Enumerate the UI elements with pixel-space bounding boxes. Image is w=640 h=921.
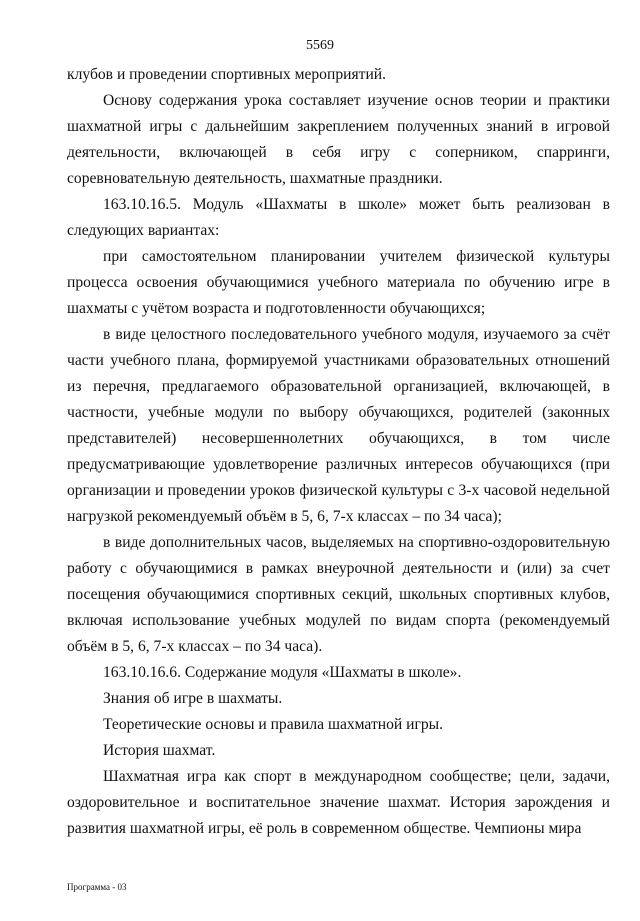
paragraph-variant-3: в виде дополнительных часов, выделяемых на спортивно-оздоровительную работу с обучающимися в рамках внеурочной деятельности и (или) за счет посещения обучающимися спортивных секций, школьных спортивных клубов, включая использование учебных модулей по видам спорта (рекомендуемый объём в 5, 6, 7-х классах – по 34 часа). xyxy=(67,534,610,655)
paragraph-lesson-content: Основу содержания урока составляет изучение основ теории и практики шахматной игры с дальнейшим закреплением полученных знаний в игровой деятельности, включающей в себя игру с соперником, спарринги, соревновательную деятельность, шахматные праздники. xyxy=(67,92,610,187)
paragraph-variant-1: при самостоятельном планировании учителем физической культуры процесса освоения обучающимися учебного материала по обучению игре в шахматы с учётом возраста и подготовленности обучающихся; xyxy=(67,248,610,317)
paragraph-history-heading: История шахмат. xyxy=(103,742,216,759)
document-body xyxy=(67,62,610,842)
footer-label: Программа - 03 xyxy=(67,882,127,892)
paragraph-continuation: клубов и проведении спортивных мероприятий. xyxy=(67,66,387,83)
paragraph-section-16-5: 163.10.16.5. Модуль «Шахматы в школе» может быть реализован в следующих вариантах: xyxy=(67,196,610,239)
paragraph-section-16-6: 163.10.16.6. Содержание модуля «Шахматы в школе». xyxy=(103,664,462,681)
page-number: 5569 xyxy=(306,38,334,53)
paragraph-knowledge-heading: Знания об игре в шахматы. xyxy=(103,690,283,707)
paragraph-variant-2: в виде целостного последовательного учебного модуля, изучаемого за счёт части учебного плана, формируемой участниками образовательных отношений из перечня, предлагаемого образовательной организацией, включающей, в частности, учебные модули по выбору обучающихся, родителей (законных представителей) несовершеннолетних обучающихся, в том числе предусматривающие удовлетворение различных интересов обучающихся (при организации и проведении уроков физической культуры с 3-х часовой недельной нагрузкой рекомендуемый объём в 5, 6, 7-х классах – по 34 часа); xyxy=(67,326,610,525)
paragraph-theory-heading: Теоретические основы и правила шахматной игры. xyxy=(103,716,444,733)
paragraph-chess-as-sport: Шахматная игра как спорт в международном сообществе; цели, задачи, оздоровительное и воспитательное значение шахмат. История зарождения и развития шахматной игры, её роль в современном обществе. Чемпионы мира xyxy=(67,768,610,837)
